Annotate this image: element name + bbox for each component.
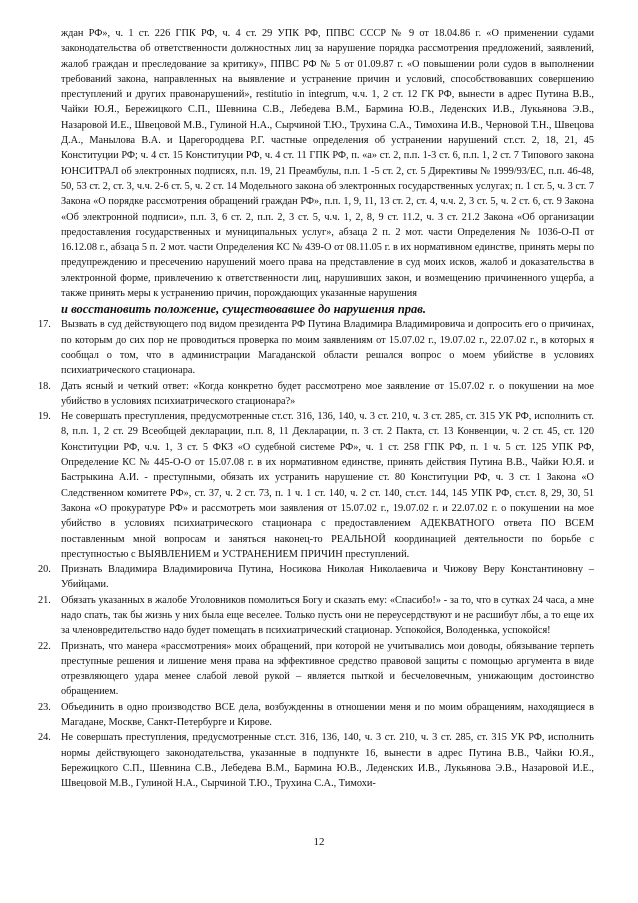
list-item-number: 23. [38, 701, 51, 713]
list-item-number: 19. [38, 411, 51, 423]
list-item-text: Признать Владимира Владимировича Путина, Носикова Николая Николаевича и Чижову Веру Константиновну – Убийцами. [61, 564, 594, 591]
list-item [38, 562, 594, 593]
continued-paragraph: ждан РФ», ч. 1 ст. 226 ГПК РФ, ч. 4 ст. 29 УПК РФ, ППВС СССР № 9 от 18.04.86 г. «О применении судами законодательства об ответственности должностных лиц за нарушение порядка рассмотрения предложений, заявлений, жалоб граждан и преследование за критику», ППВС РФ № 5 от 01.09.87 г. «О повышении роли судов в выполнении требований закона, направленных на выявление и устранение причин и условий, способствовавших совершению преступлений и других правонарушений», restitutio in integrum, ч.ч. 1, 2 ст. 12 ГК РФ, вынести в адрес Путина В.В., Чайки Ю.Я., Бережицкого С.П., Шевнина С.В., Лебедева В.М., Бармина Ю.В., Леденских И.В., Лукьянова Э.В., Назаровой И.Е., Швецовой М.В., Гулиной Н.А., Сырчиной Т.Ю., Трухина С.А., Тимохина И.В., Черновой Т.Н., Швецова Д.А., Манылова В.А. и Царегородцева Р.Г. частные определения об устранении нарушений ст.ст. 2, 18, 21, 45 Конституции РФ; ч. 4 ст. 15 Конституции РФ, ч. 4 ст. 11 ГПК РФ, п. «а» ст. 2, п.п. 1-3 ст. 6, п.п. 1, 2 ст. 7 Типового закона ЮНСИТРАЛ об электронных подписях, п.п. 19, 21 Преамбулы, п.п. 1 -5 ст. 2, ст. 5 Директивы № 1999/93/ЕС, п.п. 46-48, 50, 53 ст. 2, ст. 3, ч.ч. 2-6 ст. 5, ч. 2 ст. 14 Модельного закона об электронных государственных услугах; п. 1 ст. 5, ч. 3 ст. 7 Закона «О порядке рассмотрения обращений граждан РФ», п.п. 1, 9, 11, 13 ст. 2, ст. 4, ч.ч. 2, 3 ст. 5, ч. 2 ст. 6, ст. 9 Закона «Об электронной подписи», п.п. 3, 6 ст. 2, п.п. 2, 3 ст. 5, ч.ч. 1, 2, 8, 9 ст. 11.2, ч. 3 ст. 21.2 Закона «Об организации предоставления государственных и муниципальных услуг», абзаца 2 п. 2 мот. части Определения № 1036-О-П от 16.12.08 г., абзаца 5 п. 2 мот. части Определения КС № 439-О от 08.11.05 г. в их нормативном единстве, принять меры по предупреждению и пресечению нарушений моего права на представление в суд моих исков, жалоб и доказательства в электронной форме, привлечению к ответственности лиц, нарушивших закон, и возмещению причиненного ущерба, а также принять меры к устранению причин, порождающих указанные нарушения [61, 28, 594, 300]
list-item-text: Обязать указанных в жалобе Уголовников помолиться Богу и сказать ему: «Спасибо!» - за то, что в сутках 24 часа, а мне надо спать, так бы жизнь у них была еще веселее. Только пусть они не переусердствуют и не расшибут лбы, а то еще их за членовредительство надо будет помещать в психиатрический стационар. Успокойся, Володенька, успокойся! [61, 594, 594, 637]
list-item-number: 18. [38, 380, 51, 392]
list-item-number: 17. [38, 319, 51, 331]
list-item [38, 639, 594, 700]
list-item-text: Дать ясный и четкий ответ: «Когда конкретно будет рассмотрено мое заявление от 15.07.02 г. о покушении на мое убийство в условиях психиатрического стационара?» [61, 380, 594, 407]
list-item-text: Не совершать преступления, предусмотренные ст.ст. 316, 136, 140, ч. 3 ст. 210, ч. 3 ст. 285, ст. 315 УК РФ, исполнить нормы действующего законодательства, указанные в подпункте 16, вынести в адрес Путина В.В., Чайки Ю.Я., Бережицкого С.П., Шевнина С.В., Лебедева В.М., Бармина Ю.В., Леденских И.В., Лукьянова Э.В., Назаровой И.Е., Швецовой М.В., Гулиной Н.А., Сырчиной Т.Ю., Трухина С.А., Тимохи- [61, 732, 594, 790]
list-item-number: 22. [38, 640, 51, 652]
list-item-text: Признать, что манера «рассмотрения» моих обращений, при которой не учитывались мои доводы, обязывание терпеть преступные решения и лишение меня права на эффективное средство правовой защиты с помощью аргумента в виде отрезвляющего удара менее слабой левой рукой – является пыткой и бесчеловечным, унижающим достоинство обращением. [61, 640, 594, 698]
list-item [38, 593, 594, 639]
list-item-number: 24. [38, 732, 51, 744]
list-item-text: Объединить в одно производство ВСЕ дела, возбужденны в отношении меня и по моим обращениям, находящиеся в Магадане, Москве, Санкт-Петербурге и Кирове. [61, 701, 594, 729]
emphasized-demand: и восстановить положение, существовавшее до нарушения прав. [61, 302, 427, 317]
list-item [38, 379, 594, 410]
list-item-number: 21. [38, 594, 51, 606]
page-number: 12 [313, 836, 325, 848]
page-body [38, 26, 594, 792]
list-item [38, 730, 594, 791]
list-item-text: Вызвать в суд действующего под видом президента РФ Путина Владимира Владимировича и допросить его о причинах, по которым до сих пор не проводиться проверка по моим заявлениям от 15.07.02 г., 19.07.02 г., 22.07.02 г., в которых я сообщал о том, что в администрации Магаданской области решался вопрос о моем убийстве в условиях психиатрического стационара. [61, 319, 594, 377]
list-item [38, 700, 594, 731]
list-item [38, 317, 594, 378]
numbered-demands-list [38, 317, 594, 791]
list-item-text: Не совершать преступления, предусмотренные ст.ст. 316, 136, 140, ч. 3 ст. 210, ч. 3 ст. 285, ст. 315 УК РФ, исполнить ст. 8, п.п. 1, 2 ст. 29 Всеобщей декларации, п.п. 8, 11 Декларации, п. 3 ст. 2 Пакта, ст. 13 Конвенции, ч. 2 ст. 45, ст. 120 Конституции РФ, ч.ч. 1, 3 ст. 5 ФКЗ «О судебной системе РФ», ч. 1 ст. 258 ГПК РФ, п. 1 ч. 5 ст. 125 УПК РФ, Определение КС № 445-О-О от 15.07.08 г. в их нормативном единстве, принять действия Путина В.В., Чайки Ю.Я. и Бастрыкина А.И. - преступными, обязать их устранить нарушение ст. 80 Конституции РФ, ч. 3 ст. 1 Закона «О Следственном комитете РФ», ст. 37, ч. 2 ст. 73, п. 1 ч. 1 ст. 140, ч. 2 ст. 140, ст.ст. 144, 145 УПК РФ, ст.ст. 8, 29, 30, 51 Закона «О прокуратуре РФ» и рассмотреть мои заявления от 15.07.02 г., 19.07.02 г. и 22.07.02 г. о покушении на мое убийство в условиях психиатрического стационара с предоставлением АДЕКВАТНОГО ответа ПО ВСЕМ поставленным мной вопросам и заняться наконец-то РЕАЛЬНОЙ координацией деятельности по борьбе с преступностью с ВЫЯВЛЕНИЕМ и УСТРАНЕНИЕМ ПРИЧИН преступлений. [61, 411, 594, 560]
list-item [38, 409, 594, 562]
list-item-number: 20. [38, 564, 51, 576]
